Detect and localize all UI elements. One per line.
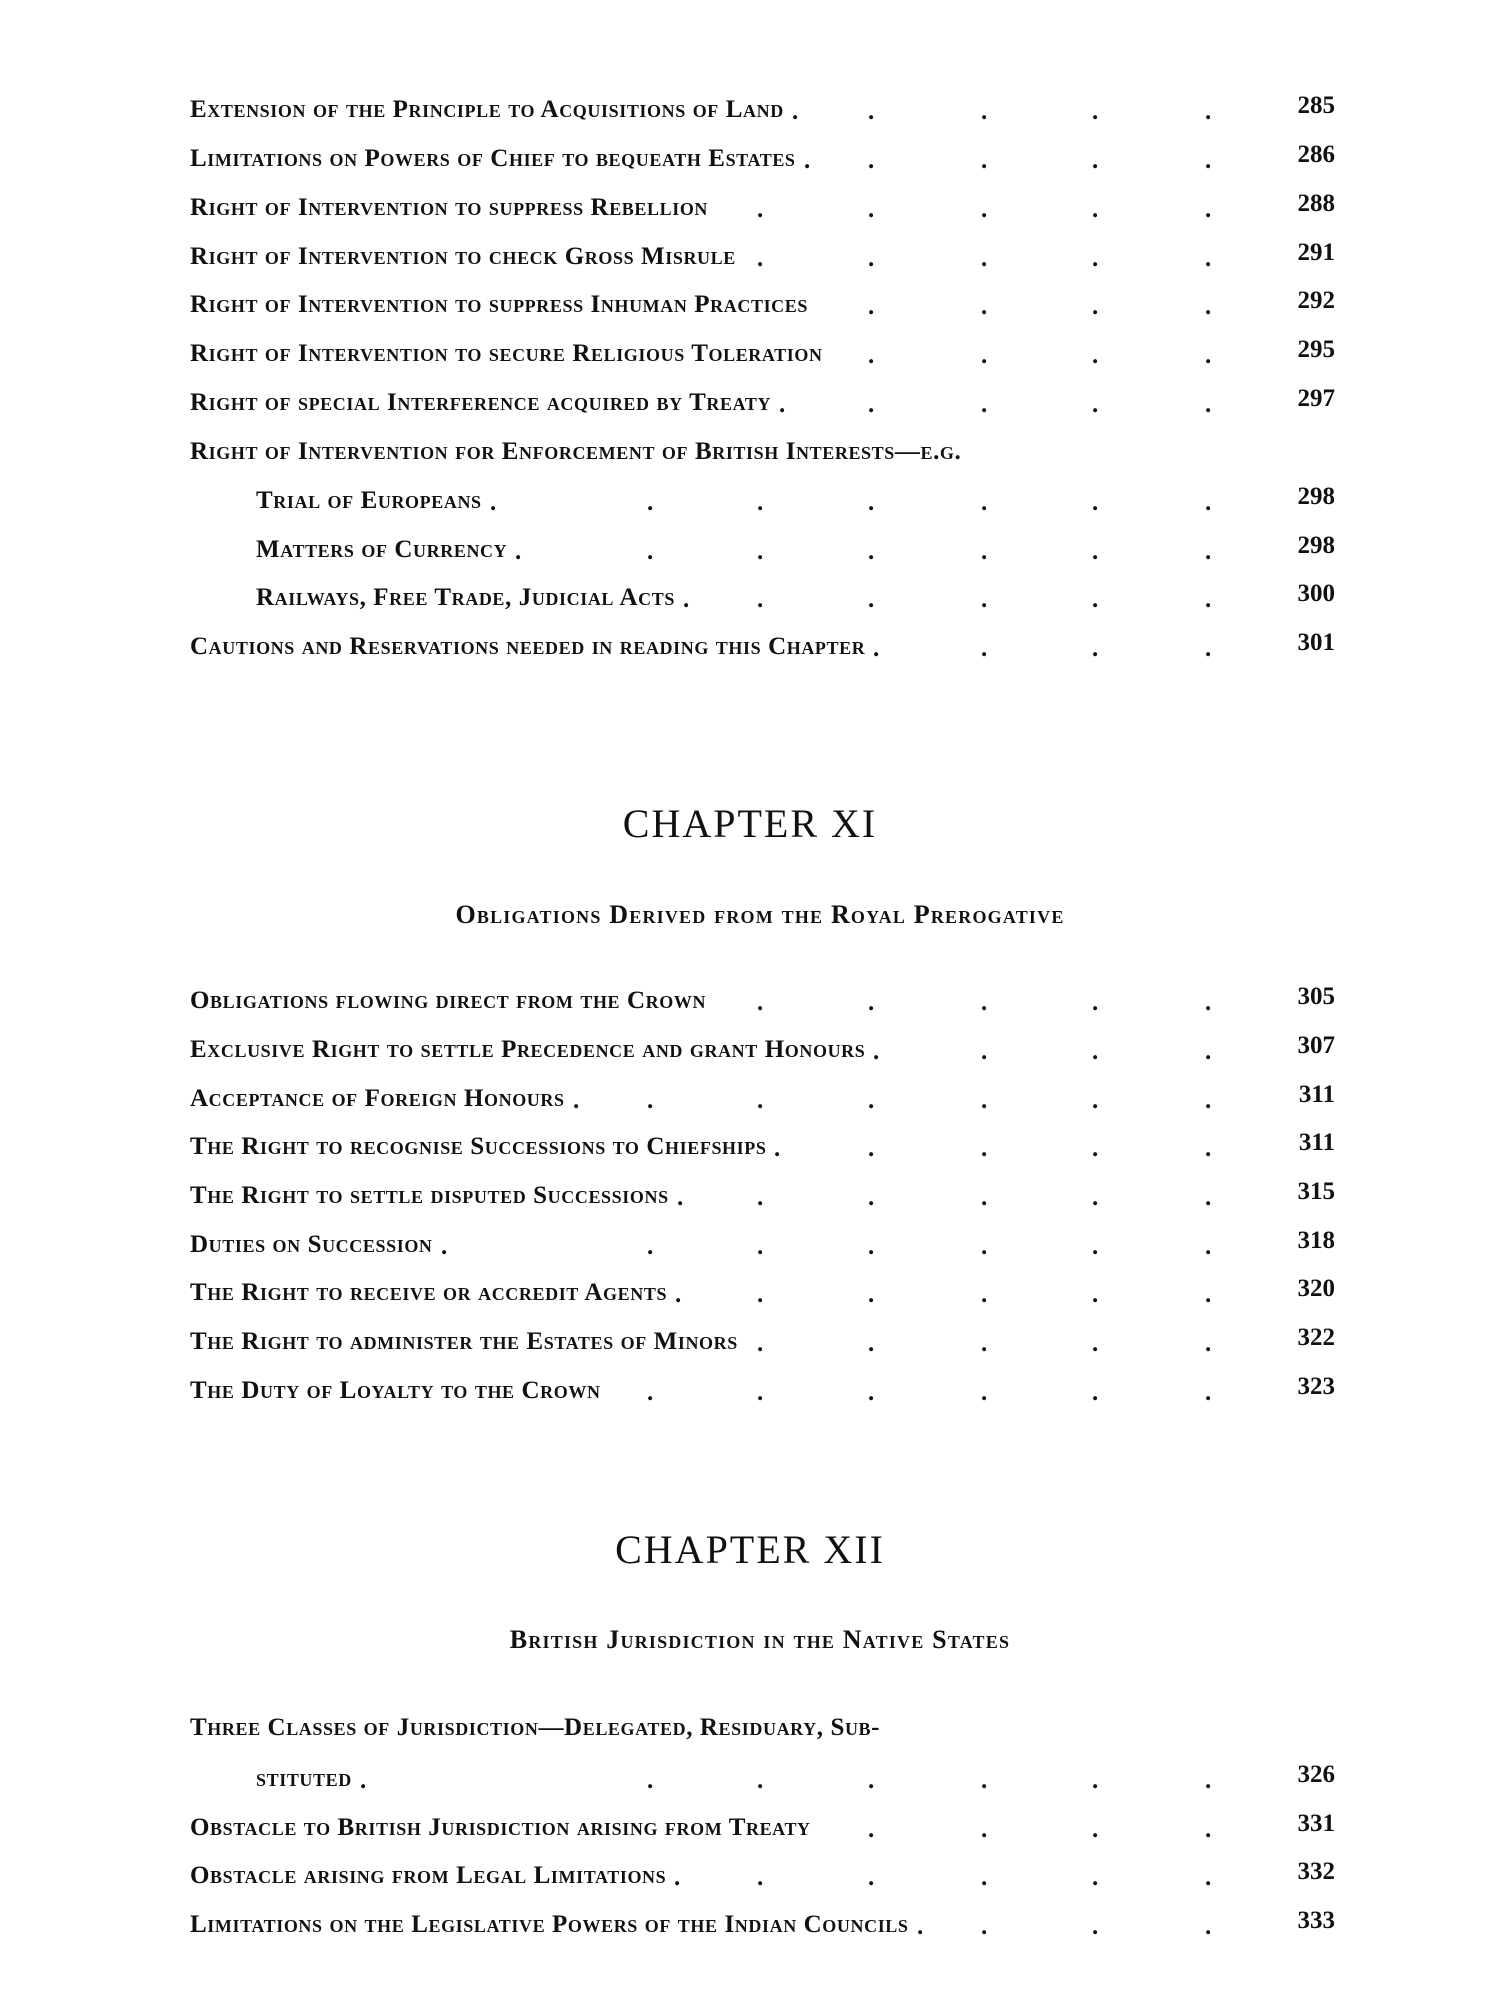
dot-leader: .: [868, 147, 875, 174]
toc-entry[interactable]: [190, 483, 1335, 527]
dot-leader: .: [868, 1330, 875, 1357]
dot-leader: .: [1092, 1281, 1099, 1308]
dot-leader: .: [1092, 1379, 1099, 1406]
toc-entry-page: 298: [1297, 532, 1335, 559]
toc-entry-title: Right of Intervention to secure Religious Toleration: [190, 340, 823, 367]
dot-leader: .: [757, 1184, 764, 1211]
dot-leader: .: [1205, 586, 1212, 613]
dot-leader: .: [981, 586, 988, 613]
dot-leader: .: [981, 1281, 988, 1308]
toc-entry-title: Obstacle to British Jurisdiction arising from Treaty: [190, 1814, 811, 1841]
dot-leader: .: [981, 342, 988, 369]
dot-leader: .: [757, 196, 764, 223]
toc-entry[interactable]: [190, 141, 1335, 185]
toc-entry-title: Matters of Currency: [256, 536, 508, 563]
dot-leader: .: [868, 391, 875, 418]
dot-leader: .: [647, 1087, 654, 1114]
dot-leader: .: [1092, 147, 1099, 174]
chapter-subtitle: Obligations Derived from the Royal Prerogative: [455, 900, 1065, 929]
dot-leader: .: [757, 1281, 764, 1308]
dot-leader: .: [647, 538, 654, 565]
dot-leader: .: [981, 1038, 988, 1065]
toc-entry-page: 285: [1297, 92, 1335, 119]
dot-leader: .: [1205, 391, 1212, 418]
dot-leader: .: [677, 1184, 684, 1211]
dot-leader: .: [360, 1767, 367, 1794]
toc-entry-page: 311: [1298, 1129, 1335, 1156]
dot-leader: .: [981, 98, 988, 125]
toc-entry[interactable]: [190, 1129, 1335, 1173]
toc-entry-title: Obstacle arising from Legal Limitations: [190, 1862, 667, 1889]
dot-leader: .: [981, 1913, 988, 1940]
toc-entry-title: Limitations on the Legislative Powers of the Indian Councils: [190, 1911, 909, 1938]
dot-leader: .: [757, 1767, 764, 1794]
dot-leader: .: [981, 1379, 988, 1406]
toc-entry-page: 333: [1297, 1907, 1335, 1934]
dot-leader: .: [1092, 245, 1099, 272]
toc-entry-title: Right of special Interference acquired by Treaty: [190, 389, 772, 416]
toc-entry[interactable]: [190, 1324, 1335, 1368]
dot-leader: .: [1092, 1816, 1099, 1843]
dot-leader: .: [1092, 1330, 1099, 1357]
dot-leader: .: [868, 342, 875, 369]
toc-entry[interactable]: [190, 92, 1335, 136]
chapter-heading: CHAPTER XI: [622, 801, 878, 846]
dot-leader: .: [647, 489, 654, 516]
dot-leader: .: [868, 1379, 875, 1406]
dot-leader: .: [757, 1233, 764, 1260]
toc-entry[interactable]: [190, 1275, 1335, 1319]
dot-leader: .: [981, 1816, 988, 1843]
dot-leader: .: [647, 1233, 654, 1260]
dot-leader: .: [1092, 1233, 1099, 1260]
dot-leader: .: [1092, 635, 1099, 662]
dot-leader: .: [981, 489, 988, 516]
dot-leader: .: [675, 1281, 682, 1308]
toc-entry[interactable]: [190, 190, 1335, 234]
dot-leader: .: [981, 1135, 988, 1162]
dot-leader: .: [868, 1281, 875, 1308]
dot-leader: .: [757, 1330, 764, 1357]
dot-leader: .: [757, 1379, 764, 1406]
toc-entry[interactable]: [190, 580, 1335, 624]
dot-leader: .: [868, 196, 875, 223]
chapter-heading: CHAPTER XII: [615, 1527, 885, 1572]
toc-entry[interactable]: [190, 385, 1335, 429]
dot-leader: .: [1205, 1038, 1212, 1065]
toc-entry-page: 307: [1297, 1032, 1335, 1059]
toc-entry-title: Cautions and Reservations needed in reading this Chapter: [190, 633, 866, 660]
dot-leader: .: [757, 245, 764, 272]
toc-entry[interactable]: [190, 438, 1335, 478]
toc-entry-title: stituted: [256, 1765, 352, 1792]
dot-leader: .: [868, 98, 875, 125]
toc-entry-title: Right of Intervention to check Gross Misrule: [190, 243, 736, 270]
dot-leader: .: [490, 489, 497, 516]
toc-entry-page: 322: [1297, 1324, 1335, 1351]
dot-leader: .: [1205, 147, 1212, 174]
toc-entry[interactable]: [190, 1714, 1335, 1754]
toc-entry-title: Trial of Europeans: [256, 487, 482, 514]
dot-leader: .: [1205, 1135, 1212, 1162]
dot-leader: .: [647, 1379, 654, 1406]
toc-entry[interactable]: [190, 1081, 1335, 1125]
dot-leader: .: [1205, 98, 1212, 125]
dot-leader: .: [1092, 1087, 1099, 1114]
toc-entry[interactable]: [190, 1373, 1335, 1417]
toc-entry[interactable]: [190, 532, 1335, 576]
toc-entry-title: The Right to settle disputed Successions: [190, 1182, 669, 1209]
dot-leader: .: [1205, 1233, 1212, 1260]
dot-leader: .: [1205, 1379, 1212, 1406]
dot-leader: .: [981, 1184, 988, 1211]
toc-entry-title: Three Classes of Jurisdiction—Delegated, Residuary, Sub-: [190, 1714, 881, 1741]
toc-entry-title: Right of Intervention to suppress Rebellion: [190, 194, 709, 221]
dot-leader: .: [873, 635, 880, 662]
dot-leader: .: [1092, 586, 1099, 613]
dot-leader: .: [1092, 1184, 1099, 1211]
dot-leader: .: [647, 1767, 654, 1794]
dot-leader: .: [779, 391, 786, 418]
dot-leader: .: [1205, 293, 1212, 320]
toc-entry-page: 288: [1297, 190, 1335, 217]
toc-entry-page: 318: [1297, 1227, 1335, 1254]
dot-leader: .: [868, 1233, 875, 1260]
dot-leader: .: [981, 245, 988, 272]
dot-leader: .: [1092, 489, 1099, 516]
dot-leader: .: [1205, 1184, 1212, 1211]
dot-leader: .: [1205, 1816, 1212, 1843]
dot-leader: .: [1205, 1281, 1212, 1308]
toc-entry[interactable]: [190, 983, 1335, 1027]
toc-entry-title: The Duty of Loyalty to the Crown: [190, 1377, 601, 1404]
dot-leader: .: [1092, 98, 1099, 125]
dot-leader: .: [868, 489, 875, 516]
dot-leader: .: [1205, 1330, 1212, 1357]
dot-leader: .: [1092, 1864, 1099, 1891]
dot-leader: .: [873, 1038, 880, 1065]
dot-leader: .: [1092, 391, 1099, 418]
dot-leader: .: [917, 1913, 924, 1940]
dot-leader: .: [757, 586, 764, 613]
dot-leader: .: [1092, 293, 1099, 320]
toc-entry-title: Duties on Succession: [190, 1231, 433, 1258]
toc-entry[interactable]: [190, 1907, 1335, 1951]
dot-leader: .: [515, 538, 522, 565]
dot-leader: .: [1205, 1767, 1212, 1794]
dot-leader: .: [981, 1864, 988, 1891]
dot-leader: .: [981, 293, 988, 320]
toc-entry-page: 297: [1297, 385, 1335, 412]
dot-leader: .: [868, 1087, 875, 1114]
toc-entry-page: 286: [1297, 141, 1335, 168]
toc-entry-page: 298: [1297, 483, 1335, 510]
dot-leader: .: [868, 538, 875, 565]
dot-leader: .: [868, 1184, 875, 1211]
dot-leader: .: [868, 1135, 875, 1162]
dot-leader: .: [868, 1816, 875, 1843]
toc-entry-title: Limitations on Powers of Chief to bequeath Estates: [190, 145, 796, 172]
dot-leader: .: [573, 1087, 580, 1114]
toc-entry-page: 295: [1297, 336, 1335, 363]
dot-leader: .: [1092, 538, 1099, 565]
toc-entry-page: 291: [1297, 239, 1335, 266]
dot-leader: .: [1092, 989, 1099, 1016]
dot-leader: .: [757, 1087, 764, 1114]
dot-leader: .: [1092, 1135, 1099, 1162]
toc-entry-title: The Right to recognise Successions to Chiefships: [190, 1133, 767, 1160]
dot-leader: .: [757, 489, 764, 516]
dot-leader: .: [1205, 245, 1212, 272]
dot-leader: .: [981, 538, 988, 565]
toc-entry-title: Railways, Free Trade, Judicial Acts: [256, 584, 675, 611]
dot-leader: .: [1092, 1038, 1099, 1065]
dot-leader: .: [981, 1087, 988, 1114]
toc-entry-title: Right of Intervention for Enforcement of British Interests—e.g.: [190, 438, 962, 465]
dot-leader: .: [868, 586, 875, 613]
dot-leader: .: [804, 147, 811, 174]
dot-leader: .: [1092, 342, 1099, 369]
dot-leader: .: [981, 147, 988, 174]
dot-leader: .: [757, 1864, 764, 1891]
dot-leader: .: [1205, 196, 1212, 223]
toc-entry-title: Acceptance of Foreign Honours: [190, 1085, 565, 1112]
toc-entry-page: 323: [1297, 1373, 1335, 1400]
dot-leader: .: [981, 1767, 988, 1794]
dot-leader: .: [1205, 1087, 1212, 1114]
chapter-subtitle: British Jurisdiction in the Native States: [509, 1625, 1011, 1654]
toc-entry-title: Obligations flowing direct from the Crown: [190, 987, 707, 1014]
toc-entry-title: Extension of the Principle to Acquisitions of Land: [190, 96, 784, 123]
toc-entry-page: 311: [1298, 1081, 1335, 1108]
dot-leader: .: [981, 1233, 988, 1260]
dot-leader: .: [981, 196, 988, 223]
dot-leader: .: [868, 1864, 875, 1891]
dot-leader: .: [981, 391, 988, 418]
dot-leader: .: [441, 1233, 448, 1260]
toc-entry[interactable]: [190, 336, 1335, 380]
dot-leader: .: [1092, 196, 1099, 223]
dot-leader: .: [674, 1864, 681, 1891]
dot-leader: .: [1205, 1913, 1212, 1940]
dot-leader: .: [868, 293, 875, 320]
toc-entry[interactable]: [190, 287, 1335, 331]
dot-leader: .: [683, 586, 690, 613]
toc-entry-title: The Right to administer the Estates of Minors: [190, 1328, 738, 1355]
dot-leader: .: [1205, 342, 1212, 369]
dot-leader: .: [981, 989, 988, 1016]
toc-entry[interactable]: [190, 1227, 1335, 1271]
toc-entry-page: 292: [1297, 287, 1335, 314]
dot-leader: .: [1205, 538, 1212, 565]
toc-entry-title: The Right to receive or accredit Agents: [190, 1279, 668, 1306]
toc-entry[interactable]: [190, 1810, 1335, 1854]
dot-leader: .: [868, 1767, 875, 1794]
dot-leader: .: [981, 635, 988, 662]
dot-leader: .: [1092, 1913, 1099, 1940]
toc-entry[interactable]: [190, 1178, 1335, 1222]
toc-entry-page: 315: [1297, 1178, 1335, 1205]
toc-entry[interactable]: [190, 1032, 1335, 1076]
toc-entry[interactable]: [190, 629, 1335, 673]
dot-leader: .: [1092, 1767, 1099, 1794]
dot-leader: .: [757, 989, 764, 1016]
toc-entry-title: Right of Intervention to suppress Inhuman Practices: [190, 291, 809, 318]
toc-entry-page: 326: [1297, 1761, 1335, 1788]
dot-leader: .: [981, 1330, 988, 1357]
toc-entry[interactable]: [190, 239, 1335, 283]
dot-leader: .: [1205, 1864, 1212, 1891]
toc-entry-page: 301: [1297, 629, 1335, 656]
toc-entry[interactable]: [190, 1761, 1335, 1805]
toc-entry-page: 305: [1297, 983, 1335, 1010]
dot-leader: .: [1205, 489, 1212, 516]
dot-leader: .: [774, 1135, 781, 1162]
dot-leader: .: [1205, 635, 1212, 662]
toc-entry[interactable]: [190, 1858, 1335, 1902]
toc-entry-page: 320: [1297, 1275, 1335, 1302]
toc-entry-title: Exclusive Right to settle Precedence and grant Honours: [190, 1036, 866, 1063]
dot-leader: .: [868, 989, 875, 1016]
dot-leader: .: [757, 538, 764, 565]
toc-entry-page: 331: [1297, 1810, 1335, 1837]
dot-leader: .: [1205, 989, 1212, 1016]
dot-leader: .: [868, 245, 875, 272]
dot-leader: .: [792, 98, 799, 125]
toc-entry-page: 300: [1297, 580, 1335, 607]
toc-entry-page: 332: [1297, 1858, 1335, 1885]
